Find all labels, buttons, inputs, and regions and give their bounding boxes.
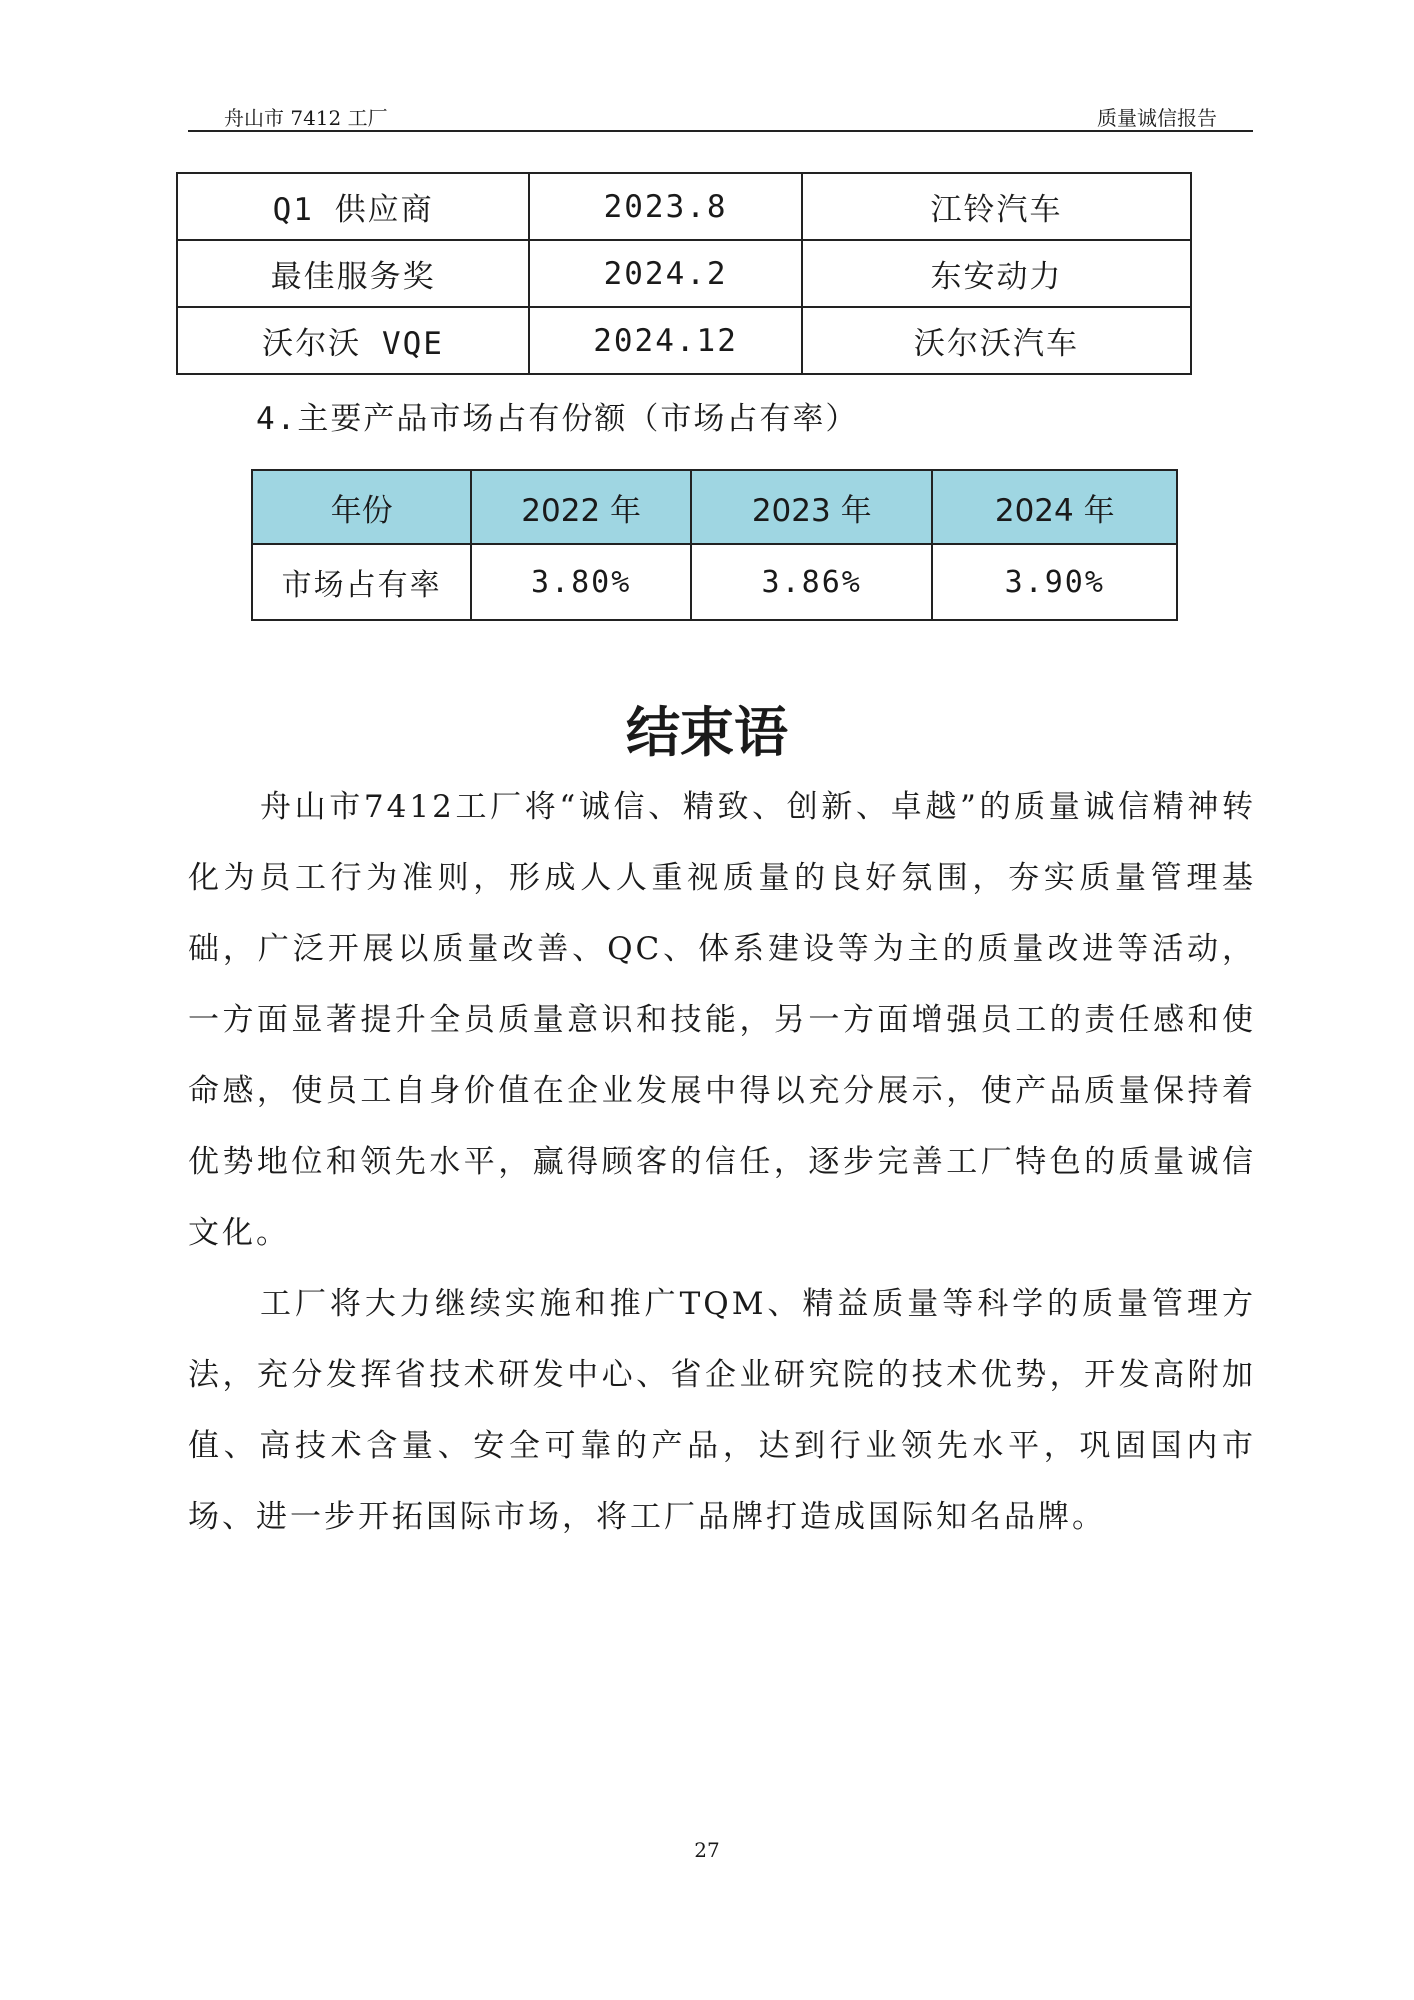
- award-date: 2024.2: [529, 240, 802, 307]
- award-customer: 东安动力: [802, 240, 1191, 307]
- table-row: [252, 544, 1177, 620]
- award-name: 最佳服务奖: [177, 240, 529, 307]
- conclusion-title: 结束语: [626, 701, 788, 764]
- table-row: [177, 307, 1191, 374]
- table-header-row: [252, 470, 1177, 544]
- column-header: 2022 年: [471, 470, 691, 544]
- paragraph: 舟山市7412工厂将“诚信、精致、创新、卓越”的质量诚信精神转化为员工行为准则，形成人人重视质量的良好氛围，夯实质量管理基础，广泛开展以质量改善、QC、体系建设等为主的质量改进等活动，一方面显著提升全员质量意识和技能，另一方面增强员工的责任感和使命感，使员工自身价值在企业发展中得以充分展示，使产品质量保持着优势地位和领先水平，赢得顾客的信任，逐步完善工厂特色的质量诚信文化。: [188, 789, 1256, 1251]
- table-cell: 3.86%: [691, 544, 933, 620]
- market-share-table: [251, 469, 1178, 621]
- table-cell: 3.80%: [471, 544, 691, 620]
- column-header: 2023 年: [691, 470, 933, 544]
- header-doc-title: 质量诚信报告: [1097, 106, 1217, 130]
- award-name: 沃尔沃 VQE: [177, 307, 529, 374]
- column-header: 2024 年: [932, 470, 1177, 544]
- table-cell: 3.90%: [932, 544, 1177, 620]
- paragraph: 工厂将大力继续实施和推广TQM、精益质量等科学的质量管理方法，充分发挥省技术研发中心、省企业研究院的技术优势，开发高附加值、高技术含量、安全可靠的产品，达到行业领先水平，巩固国内市场、进一步开拓国际市场，将工厂品牌打造成国际知名品牌。: [188, 1286, 1256, 1535]
- table-row: [177, 240, 1191, 307]
- table-row: [177, 173, 1191, 240]
- conclusion-body: [188, 772, 1256, 1553]
- page-header: [188, 100, 1253, 130]
- award-customer: 江铃汽车: [802, 173, 1191, 240]
- row-label: 市场占有率: [252, 544, 471, 620]
- header-org: 舟山市 7412 工厂: [224, 106, 388, 130]
- page-number: 27: [694, 1838, 720, 1862]
- awards-table: [176, 172, 1192, 375]
- header-divider: [188, 130, 1253, 132]
- award-date: 2024.12: [529, 307, 802, 374]
- section-heading: 4.主要产品市场占有份额（市场占有率）: [256, 401, 859, 437]
- award-date: 2023.8: [529, 173, 802, 240]
- column-header: 年份: [252, 470, 471, 544]
- award-customer: 沃尔沃汽车: [802, 307, 1191, 374]
- award-name: Q1 供应商: [177, 173, 529, 240]
